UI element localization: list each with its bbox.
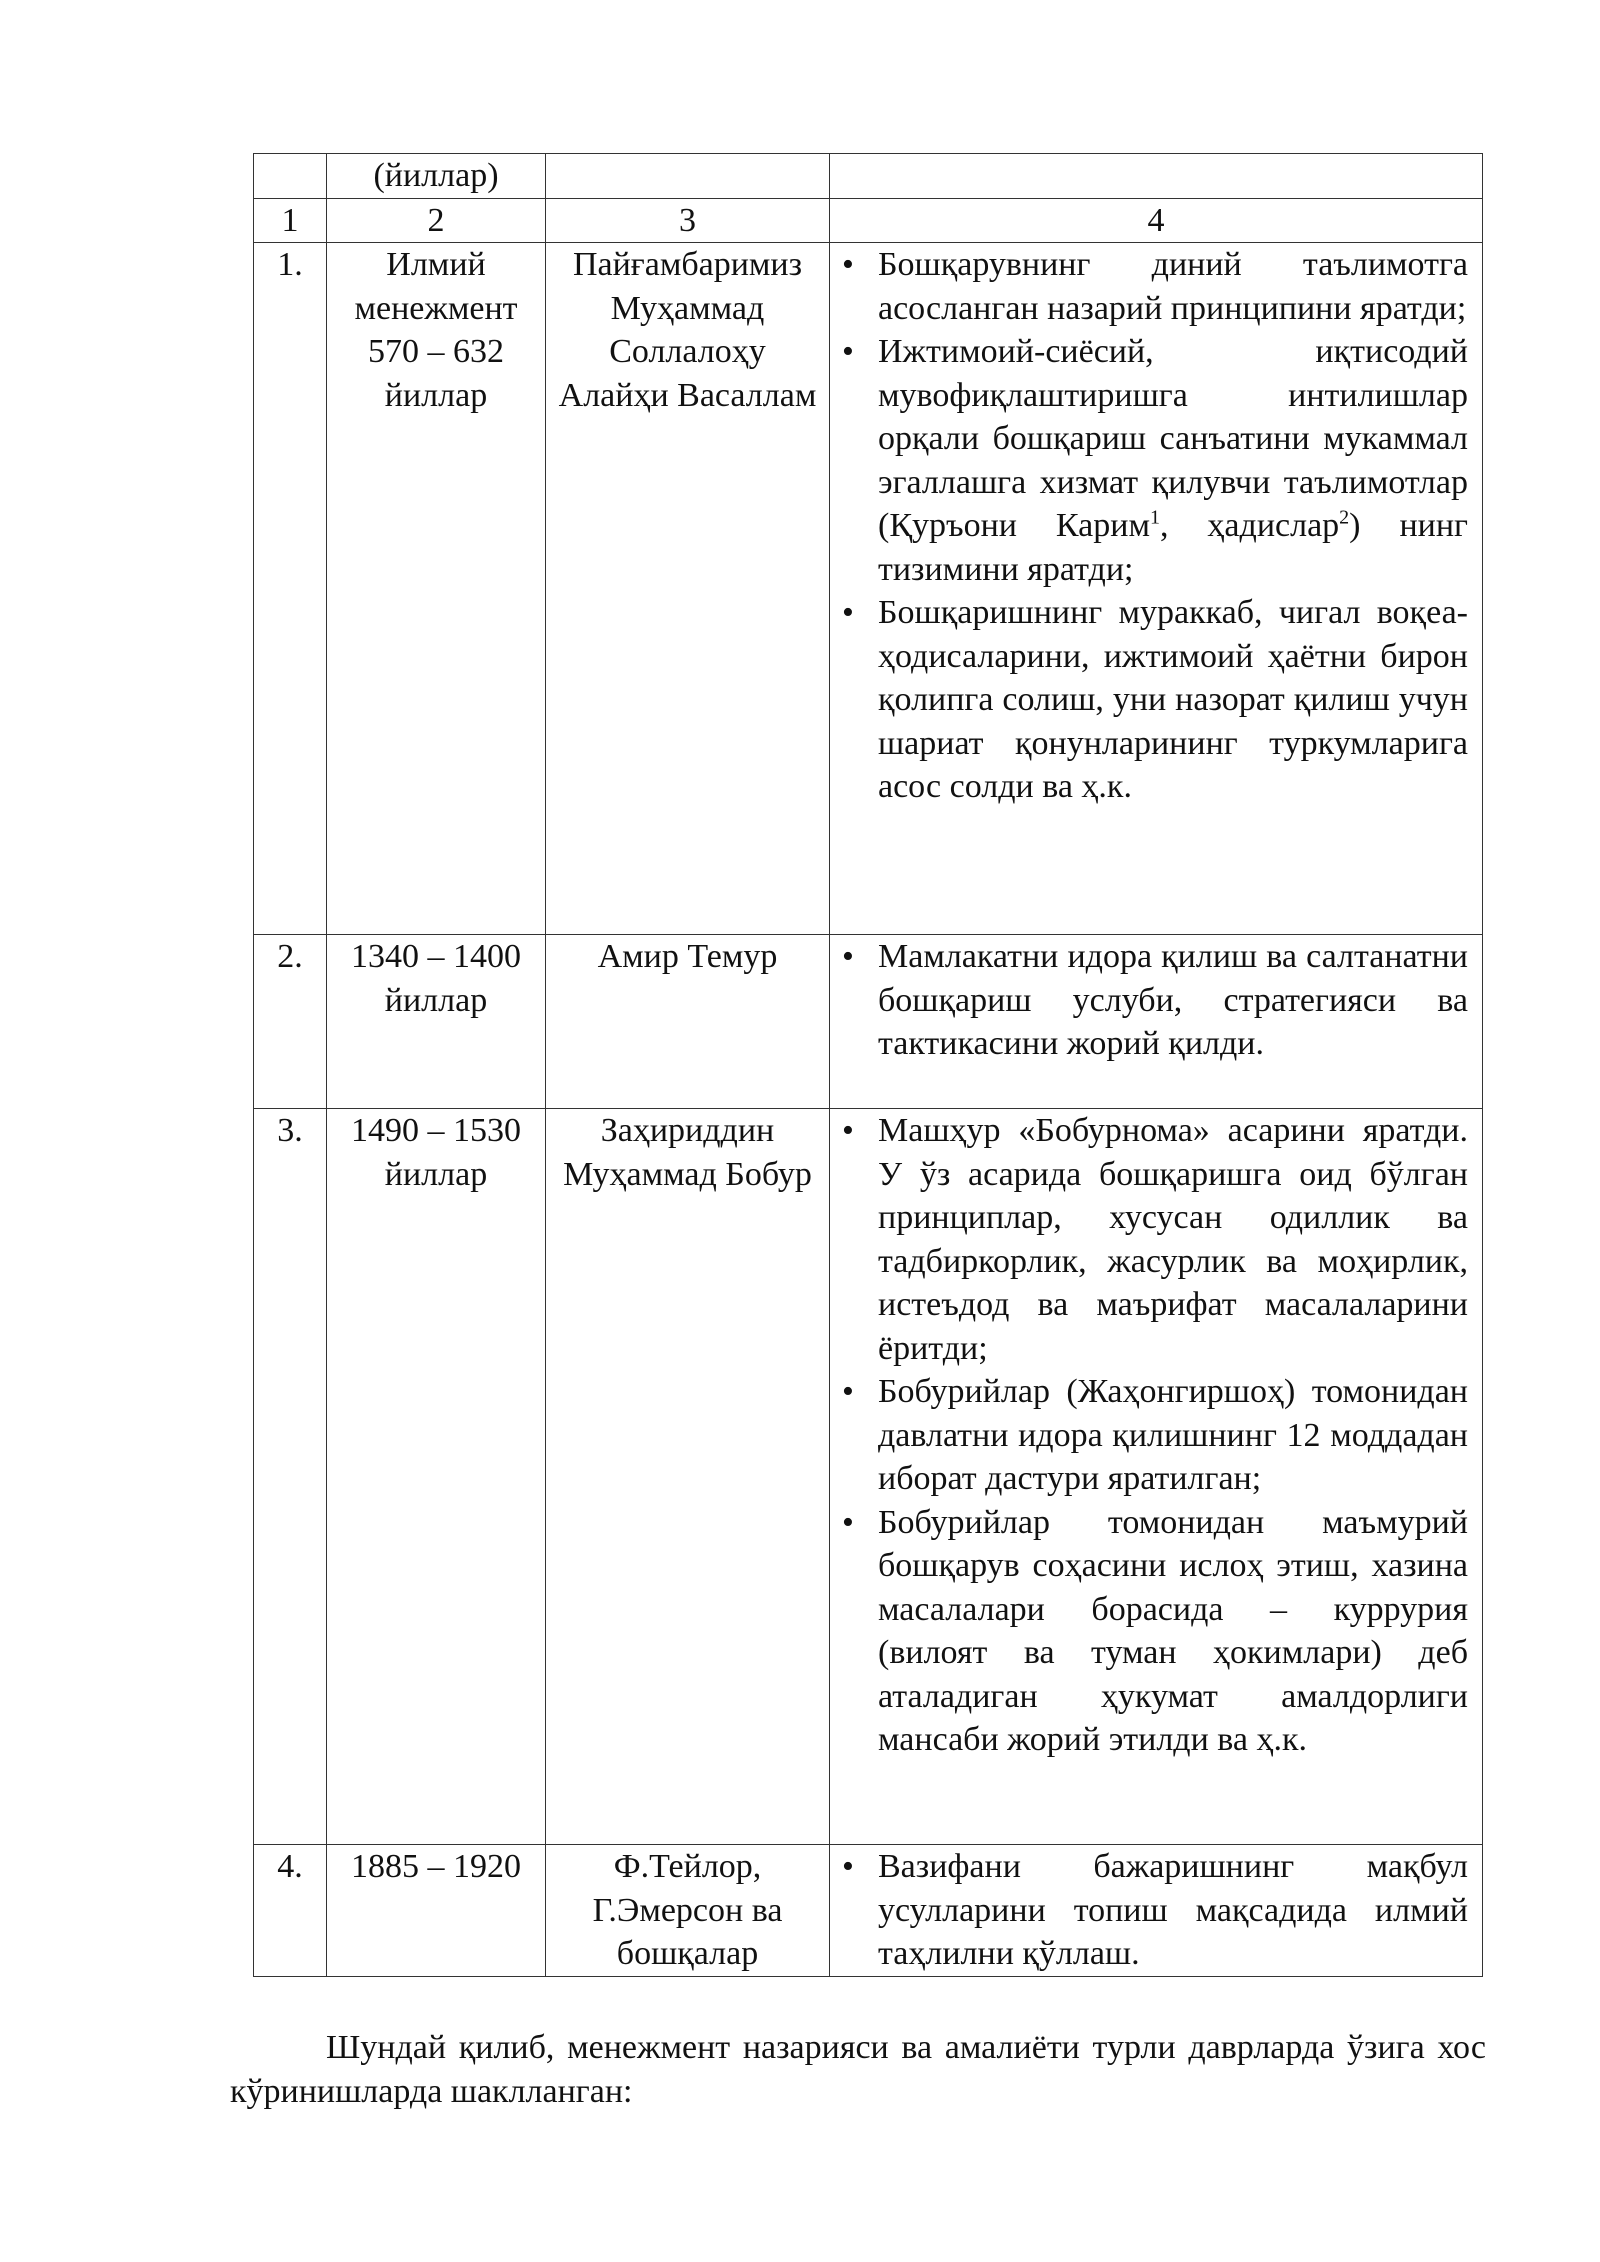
row-points (830, 243, 1483, 935)
list-item: • Машҳур «Бобурнома» асарини яратди. У ўз асарида бошқаришга оид бўлган принциплар, хусусан одиллик ва тадбиркорлик, жасурлик ва моҳирлик, истеъдод ва маърифат масалаларини ёритди; (842, 1109, 1468, 1370)
row-period-text: 1885 – 1920 (351, 1848, 521, 1885)
row-number: 2. (254, 935, 327, 1109)
column-number: 2 (327, 198, 546, 243)
body-paragraph: Шундай қилиб, менежмент назарияси ва амалиёти турли даврларда ўзига хос кўринишларда шаклланган: (230, 2029, 1486, 2110)
list-item: • Бобурийлар (Жаҳонгиршоҳ) томонидан давлатни идора қилишнинг 12 моддадан иборат дастури яратилган; (842, 1370, 1468, 1501)
footnote-ref: 2 (1339, 506, 1350, 529)
row-person (546, 1845, 830, 1977)
column-number: 3 (546, 198, 830, 243)
row-person (546, 243, 830, 935)
footnote-ref: 1 (1149, 506, 1160, 529)
row-person (546, 935, 830, 1109)
points-list (830, 1845, 1482, 1976)
row-person-text: Заҳириддин Муҳаммад Бобур (563, 1112, 812, 1193)
table-row (254, 243, 1483, 935)
row-period (327, 935, 546, 1109)
row-points (830, 1109, 1483, 1845)
row-period (327, 243, 546, 935)
row-number: 3. (254, 1109, 327, 1845)
table-row (254, 935, 1483, 1109)
points-list (830, 935, 1482, 1066)
table-header-row (254, 154, 1483, 199)
row-period-text: Илмий менежмент 570 – 632 йиллар (354, 246, 518, 414)
header-cell-3 (546, 154, 830, 199)
list-item-text: Ижтимоий-сиёсий, иқтисодий мувофиқлаштиришга интилишлар орқали бошқариш санъатини мукаммал эгаллашга хизмат қилувчи таълимотлар (Қуръони Карим (878, 333, 1468, 544)
row-points (830, 935, 1483, 1109)
list-item: • Бошқарувнинг диний таълимотга асосланган назарий принципини яратди; (842, 243, 1468, 330)
list-item-text: , ҳадислар (1159, 507, 1340, 544)
points-list (830, 1109, 1482, 1762)
list-item: • Вазифани бажаришнинг мақбул усулларини топиш мақсадида илмий таҳлилни қўллаш. (842, 1845, 1468, 1976)
row-period (327, 1845, 546, 1977)
column-number: 4 (830, 198, 1483, 243)
column-number: 1 (254, 198, 327, 243)
row-period-text: 1340 – 1400 йиллар (351, 938, 521, 1019)
list-item (842, 330, 1468, 591)
row-person-text: Пайғамбаримиз Муҳаммад Соллалоҳу Алайҳи Васаллам (558, 246, 817, 414)
history-table (253, 153, 1483, 1977)
row-person-text: Ф.Тейлор, Г.Эмерсон ва бошқалар (592, 1848, 783, 1972)
row-number: 1. (254, 243, 327, 935)
header-cell-2 (327, 154, 546, 199)
column-number-row (254, 198, 1483, 243)
list-item-text: ) нинг тизимини яратди; (878, 507, 1468, 588)
header-cell-1 (254, 154, 327, 199)
list-item: • Мамлакатни идора қилиш ва салтанатни бошқариш услуби, стратегияси ва тактикасини жорий қилди. (842, 935, 1468, 1066)
row-person (546, 1109, 830, 1845)
table-row (254, 1845, 1483, 1977)
table-row (254, 1109, 1483, 1845)
list-item: • Бошқаришнинг мураккаб, чигал воқеа-ҳодисаларини, ижтимоий ҳаётни бирон қолипга солиш, уни назорат қилиш учун шариат қонунларининг туркумларига асос солди ва ҳ.к. (842, 591, 1468, 809)
list-item: • Бобурийлар томонидан маъмурий бошқарув соҳасини ислоҳ этиш, хазина масалалари борасида – куррурия (вилоят ва туман ҳокимлари) деб аталадиган ҳукумат амалдорлиги мансаби жорий этилди ва ҳ.к. (842, 1501, 1468, 1762)
row-period (327, 1109, 546, 1845)
points-list (830, 243, 1482, 809)
row-points (830, 1845, 1483, 1977)
row-number: 4. (254, 1845, 327, 1977)
row-period-text: 1490 – 1530 йиллар (351, 1112, 521, 1193)
row-person-text: Амир Темур (597, 938, 778, 975)
header-cell-4 (830, 154, 1483, 199)
header-years-label: (йиллар) (373, 157, 499, 194)
